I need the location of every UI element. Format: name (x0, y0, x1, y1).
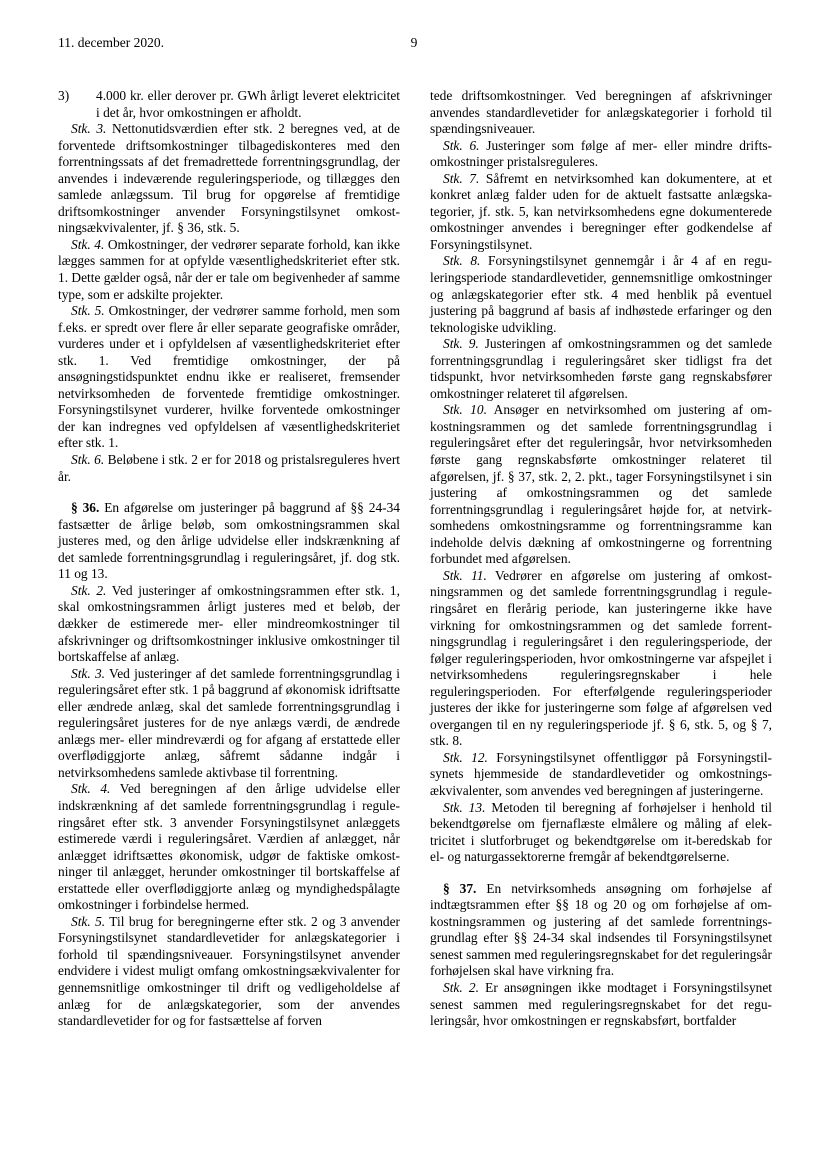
list-item-text: 4.000 kr. eller derover pr. GWh årligt leveret elektricitet i det år, hvor omkostningen er afholdt. (96, 88, 400, 120)
section-marker: § 36. (71, 500, 100, 516)
subsection-marker: Stk. 11. (443, 567, 487, 583)
subsection-text: Ansøger en netvirksomhed om justering af omkostningsrammen og det samlede forrentningsgrundlag i reguleringsåret efter det reguleringsår, hvor netvirksomheden første gang regnskabsførte omkostninger relateret til afgørelsen, jf. § 37, stk. 2, 2. pkt., tager Forsyningstilsynet i sin justering af omkostningsrammen og det samlede forrentningsgrundlag i reguleringsåret højde for, at netvirksomhedens omkostningsramme og forrentningsramme kan indeholde delvis dækning af omkostningerne og forrentning forbundet med afgørelsen. (430, 402, 772, 567)
subsection-marker: Stk. 8. (443, 253, 481, 269)
subsection-paragraph (430, 336, 772, 402)
subsection-marker: Stk. 7. (443, 170, 480, 186)
subsection-paragraph (430, 750, 772, 800)
subsection-marker: Stk. 5. (71, 913, 106, 929)
subsection-paragraph (58, 781, 400, 913)
subsection-marker: Stk. 5. (71, 303, 105, 319)
subsection-paragraph (430, 800, 772, 866)
page-number: 9 (410, 35, 418, 50)
section-paragraph (58, 500, 400, 583)
subsection-marker: Stk. 10. (443, 402, 487, 418)
subsection-paragraph (58, 583, 400, 666)
subsection-text: Vedrører en afgørelse om justering af omkostningsrammen og det samlede forrentningsgrundlag i reguleringsåret en flerårig periode, kan justeringerne ikke have virkning for omkostningsrammen og det samlede forrentningsgrundlag i reguleringsåret i den reguleringsperiode, der følger reguleringsperioden, hvor omkostningerne var afspejlet i netvirksomhedens reguleringsregnskaber i hele reguleringsperioden. For efterfølgende reguleringsperioder justeres der ikke for justeringerne som følge af afgørelsen ved overgangen til en ny reguleringsperiode jf. § 6, stk. 5, og § 7, stk. 8. (430, 567, 772, 749)
subsection-paragraph (58, 452, 400, 485)
column-right (430, 88, 772, 1088)
subsection-text: Ved beregningen af den årlige udvidelse eller indskrænkning af det samlede forrentningsgrundlag i reguleringsåret efter stk. 3 anvender Forsyningstilsynet anlæggets estimerede værdi i reguleringsåret. Værdien af anlægget, når anlægget idriftsættes økonomisk, udgør de faktiske omkostninger til anlægget, herunder omkostninger til bortskaffelse af erstattede eller overflødiggjorte anlæg og myndighedspålagte omkostninger i forbindelse hermed. (58, 781, 400, 913)
subsection-text: Justeringer som følge af mer- eller mindre driftsomkostninger pristalsreguleres. (430, 137, 772, 170)
subsection-text: Nettonutidsværdien efter stk. 2 beregnes ved, at de forventede driftsomkostninger tilbagediskonteres med den forrentningssats af det fremadrettede forrentningsgrundlag, der anvendes i indeværende reguleringsperiode, og tillægges den samlede anlægssum. Til brug for opgørelse af fremtidige driftsomkostninger anvender Forsyningstilsynet omkostningsækvivalenter, jf. § 36, stk. 5. (58, 121, 400, 236)
subsection-text: Forsyningstilsynet gennemgår i år 4 af en reguleringsperiode standardlevetider, gennemsnitlige omkostninger og anlægskategorier efter stk. 4 med henblik på eventuel justering på baggrund af basis af indhøstede erfaringer og den teknologiske udvikling. (430, 253, 772, 335)
subsection-text: Er ansøgningen ikke modtaget i Forsyningstilsynet senest sammen med reguleringsregnskabet for det reguleringsår, hvor omkostningen er regnskabsført, bortfalder (430, 979, 772, 1029)
subsection-text: Justeringen af omkostningsrammen og det samlede forrentningsgrundlag i reguleringsåret sker tidligst fra det tidspunkt, hvor netvirksomheden første gang regnskabsfører omkostninger relateret til afgørelsen. (430, 336, 772, 401)
section-text: En netvirksomheds ansøgning om forhøjelse af indtægtsrammen efter §§ 18 og 20 og om forhøjelse af omkostningsrammen og justering af det samlede forrentningsgrundlag efter §§ 24-34 skal indsendes til Forsyningstilsynet senest sammen med reguleringsregnskabet for det reguleringsår forhøjelsen skal have virkning fra. (430, 880, 772, 979)
subsection-marker: Stk. 2. (443, 979, 479, 995)
subsection-paragraph (58, 121, 400, 237)
section-marker: § 37. (443, 880, 477, 896)
list-item (58, 88, 400, 121)
subsection-paragraph (430, 171, 772, 254)
subsection-text: Beløbene i stk. 2 er for 2018 og pristalsreguleres hvert år. (58, 452, 401, 484)
subsection-marker: Stk. 4. (71, 236, 105, 252)
subsection-paragraph (58, 914, 400, 1030)
paragraph-continuation: tede driftsomkostninger. Ved beregningen af afskrivninger anvendes standardlevetider for anlægskategorier i forhold til spændingsniveauer. (430, 88, 772, 137)
subsection-text: Såfremt en netvirksomhed kan dokumentere, at et konkret anlæg falder uden for de aktuelt fastsatte anlægskategorier, jf. stk. 5, kan netvirksomhedens egne dokumenterede omkostninger anvendes i beregninger efter godkendelse af Forsyningstilsynet. (430, 170, 772, 252)
subsection-marker: Stk. 9. (443, 336, 479, 352)
subsection-paragraph (430, 568, 772, 750)
body-columns (58, 88, 772, 1088)
section-paragraph (430, 881, 772, 980)
section-text: En afgørelse om justeringer på baggrund af §§ 24-34 fastsætter de årlige beløb, som omkostningsrammen skal justeres med, og den årlige udvidelse eller indskrænkning af det samlede forrentningsgrundlag i reguleringsåret, jf. dog stk. 11 og 13. (58, 500, 401, 582)
subsection-paragraph (58, 303, 400, 452)
subsection-paragraph (58, 666, 400, 782)
subsection-paragraph (430, 253, 772, 336)
subsection-text: Ved justeringer af omkostningsrammen efter stk. 1, skal omkostningsrammen årligt justeres med et beløb, der dækker de estimerede mer- eller mindreomkostninger til afskrivninger og driftsomkostninger inklusive omkostninger til bortskaffelse af anlæg. (58, 582, 400, 665)
running-head (58, 33, 770, 53)
column-left (58, 88, 400, 1088)
subsection-paragraph (430, 138, 772, 171)
subsection-paragraph (430, 402, 772, 567)
subsection-marker: Stk. 6. (71, 452, 105, 468)
subsection-paragraph (58, 237, 400, 303)
list-item-number: 3) (58, 88, 70, 103)
header-date: 11. december 2020. (58, 35, 164, 50)
subsection-text: Til brug for beregningerne efter stk. 2 og 3 anvender Forsyningstilsynet standardlevetider for anlægskategorier i forhold til spændingsniveauer. Forsyningstilsynet anvender endvidere i videst muligt omfang omkostningsækvivalenter for gennemsnitlige omkostninger til drift og vedligeholdelse af anlæg for de anlægskategorier, som der anvendes standardlevetider for og for fastsættelse af forven (58, 913, 400, 1029)
subsection-marker: Stk. 13. (443, 799, 486, 815)
subsection-marker: Stk. 2. (71, 582, 107, 598)
subsection-text: Forsyningstilsynet offentliggør på Forsyningstilsynets hjemmeside de standardlevetider og omkostningsækvivalenter, som anvendes ved beregningen af justeringerne. (430, 749, 773, 798)
subsection-marker: Stk. 6. (443, 137, 480, 153)
subsection-marker: Stk. 12. (443, 749, 488, 765)
subsection-marker: Stk. 4. (71, 781, 111, 797)
subsection-paragraph (430, 980, 772, 1030)
subsection-marker: Stk. 3. (71, 665, 105, 681)
subsection-text: Ved justeringer af det samlede forrentningsgrundlag i reguleringsåret efter stk. 1 på baggrund af økonomisk idriftsatte eller ændrede anlæg, skal det samlede forrentningsgrundlag i reguleringsåret justeres for de nye anlægs værdi, de ændrede anlægs mer- eller mindreværdi og for afgang af erstattede eller overflødiggjorte anlæg, såfremt sådanne indgår i netvirksomhedens samlede aktivbase til forrentning. (58, 665, 400, 780)
subsection-text: Omkostninger, der vedrører samme forhold, men som f.eks. er spredt over flere år eller separate geografiske områder, vurderes under et i opfyldelsen af væsentlighedskriteriet efter stk. 1. Ved fremtidige omkostninger, der på ansøgningstidspunktet endnu ikke er realiseret, fremsender netvirksomheden de forventede fremtidige omkostninger. Forsyningstilsynet vurderer, hvilke forventede omkostninger der kan indregnes ved opfyldelsen af væsentlighedskriteriet efter stk. 1. (58, 303, 400, 451)
subsection-text: Metoden til beregning af forhøjelser i henhold til bekendtgørelse om fjernaflæste elmålere og måling af elektricitet i slutforbruget og bekendtgørelse om it-beredskab for el- og naturgassektorerne fremgår af bekendtgørelserne. (430, 799, 773, 865)
subsection-text: Omkostninger, der vedrører separate forhold, kan ikke lægges sammen for at opfylde væsentlighedskriteriet efter stk. 1. Dette gælder også, når der er tale om begivenheder af samme type, som er adskilte projekter. (58, 236, 400, 302)
subsection-marker: Stk. 3. (71, 121, 107, 137)
